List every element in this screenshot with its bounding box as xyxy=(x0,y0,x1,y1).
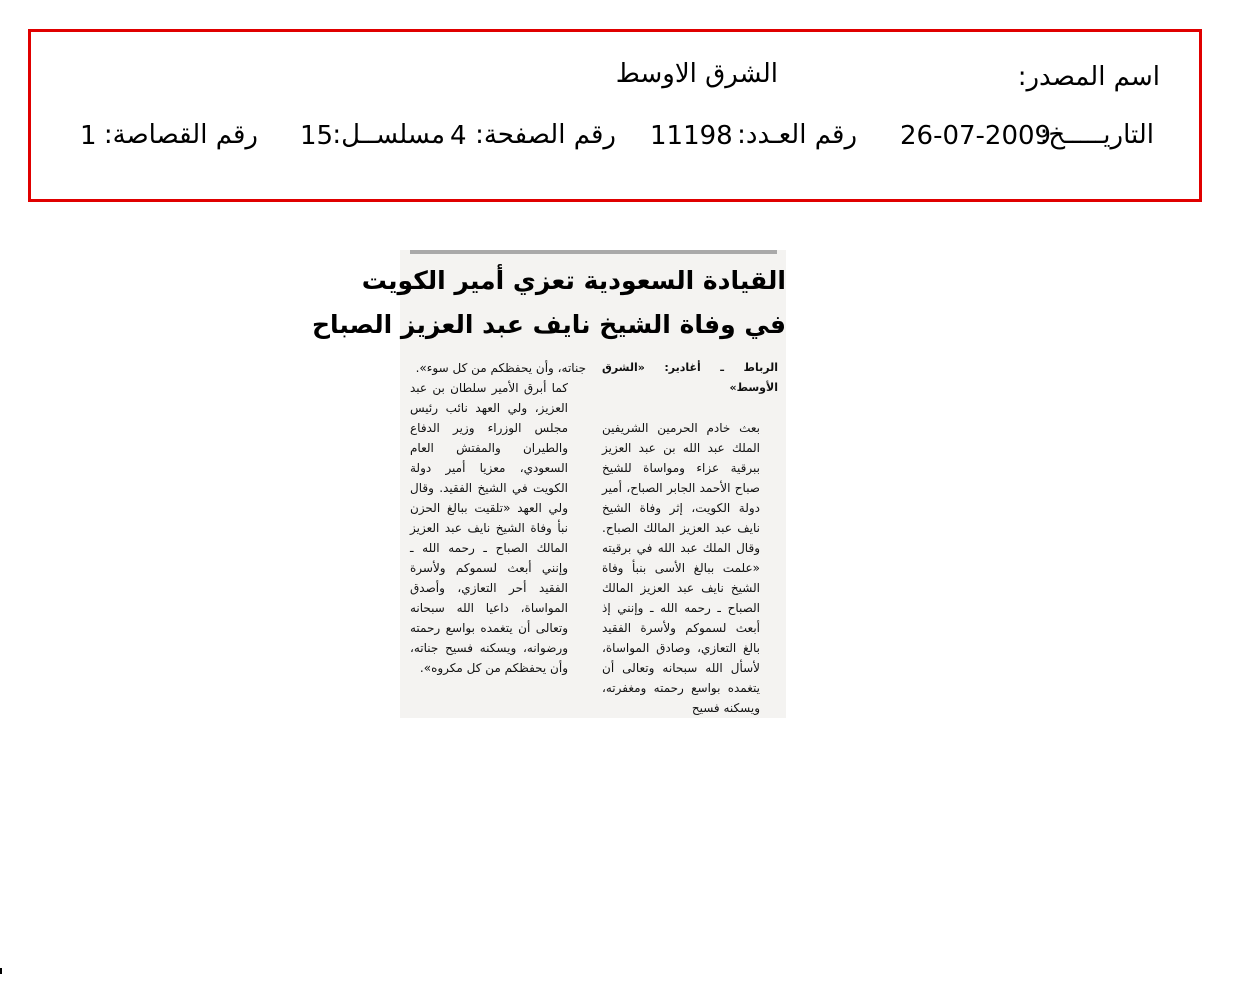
article-clipping xyxy=(312,250,786,718)
article-body-left-start: جناته، وأن يحفظكم من كل سوء». xyxy=(415,361,586,375)
clipping-top-rule xyxy=(410,250,777,254)
source-label: اسم المصدر: xyxy=(1017,62,1160,92)
serial-label: مسلســل: xyxy=(332,120,445,150)
issue-label: رقم العـدد: xyxy=(737,120,857,150)
article-column-left xyxy=(410,358,586,678)
headline-line-2: في وفاة الشيخ نايف عبد العزيز الصباح xyxy=(312,310,786,339)
metadata-box xyxy=(28,29,1202,202)
serial-value: 15 xyxy=(300,121,334,151)
date-label: التاريـــــخ: xyxy=(1039,120,1154,150)
clip-label: رقم القصاصة: xyxy=(103,120,258,150)
article-dateline: الرباط ـ أغادير: «الشرق الأوسط» xyxy=(602,361,778,394)
page-label: رقم الصفحة: xyxy=(475,120,616,150)
page-edge-mark xyxy=(0,968,2,974)
date-value: 26-07-2009 xyxy=(900,121,1052,151)
headline-line-1: القيادة السعودية تعزي أمير الكويت xyxy=(361,266,786,295)
issue-value: 11198 xyxy=(650,121,733,151)
article-body-right: بعث خادم الحرمين الشريفين الملك عبد الله بن عبد العزيز ببرقية عزاء ومواساة للشيخ صباح الأحمد الجابر الصباح، أمير دولة الكويت، إثر وفاة الشيخ نايف عبد العزيز المالك الصباح. وقال الملك عبد الله في برقيته «علمت ببالغ الأسى بنبأ وفاة الشيخ نايف عبد العزيز المالك الصباح ـ رحمه الله ـ وإنني إذ أبعث لسموكم ولأسرة الفقيد بالغ التعازي، وصادق المواساة، لأسأل الله سبحانه وتعالى أن يتغمده بواسع رحمته ومغفرته، ويسكنه فسيح xyxy=(602,421,760,715)
page-value: 4 xyxy=(450,121,467,151)
article-column-right xyxy=(602,358,778,718)
clip-value: 1 xyxy=(80,121,97,151)
article-body-left: كما أبرق الأمير سلطان بن عبد العزيز، ولي العهد نائب رئيس مجلس الوزراء وزير الدفاع والطيران والمفتش العام السعودي، معزيا أمير دولة الكويت في الشيخ الفقيد. وقال ولي العهد «تلقيت ببالغ الحزن نبأ وفاة الشيخ نايف عبد العزيز المالك الصباح ـ رحمه الله ـ وإنني أبعث لسموكم ولأسرة الفقيد أحر التعازي، وأصدق المواساة، داعيا الله سبحانه وتعالى أن يتغمده بواسع رحمته ورضوانه، ويسكنه فسيح جناته، وأن يحفظكم من كل مكروه». xyxy=(410,381,568,675)
source-value: الشرق الاوسط xyxy=(615,59,778,89)
